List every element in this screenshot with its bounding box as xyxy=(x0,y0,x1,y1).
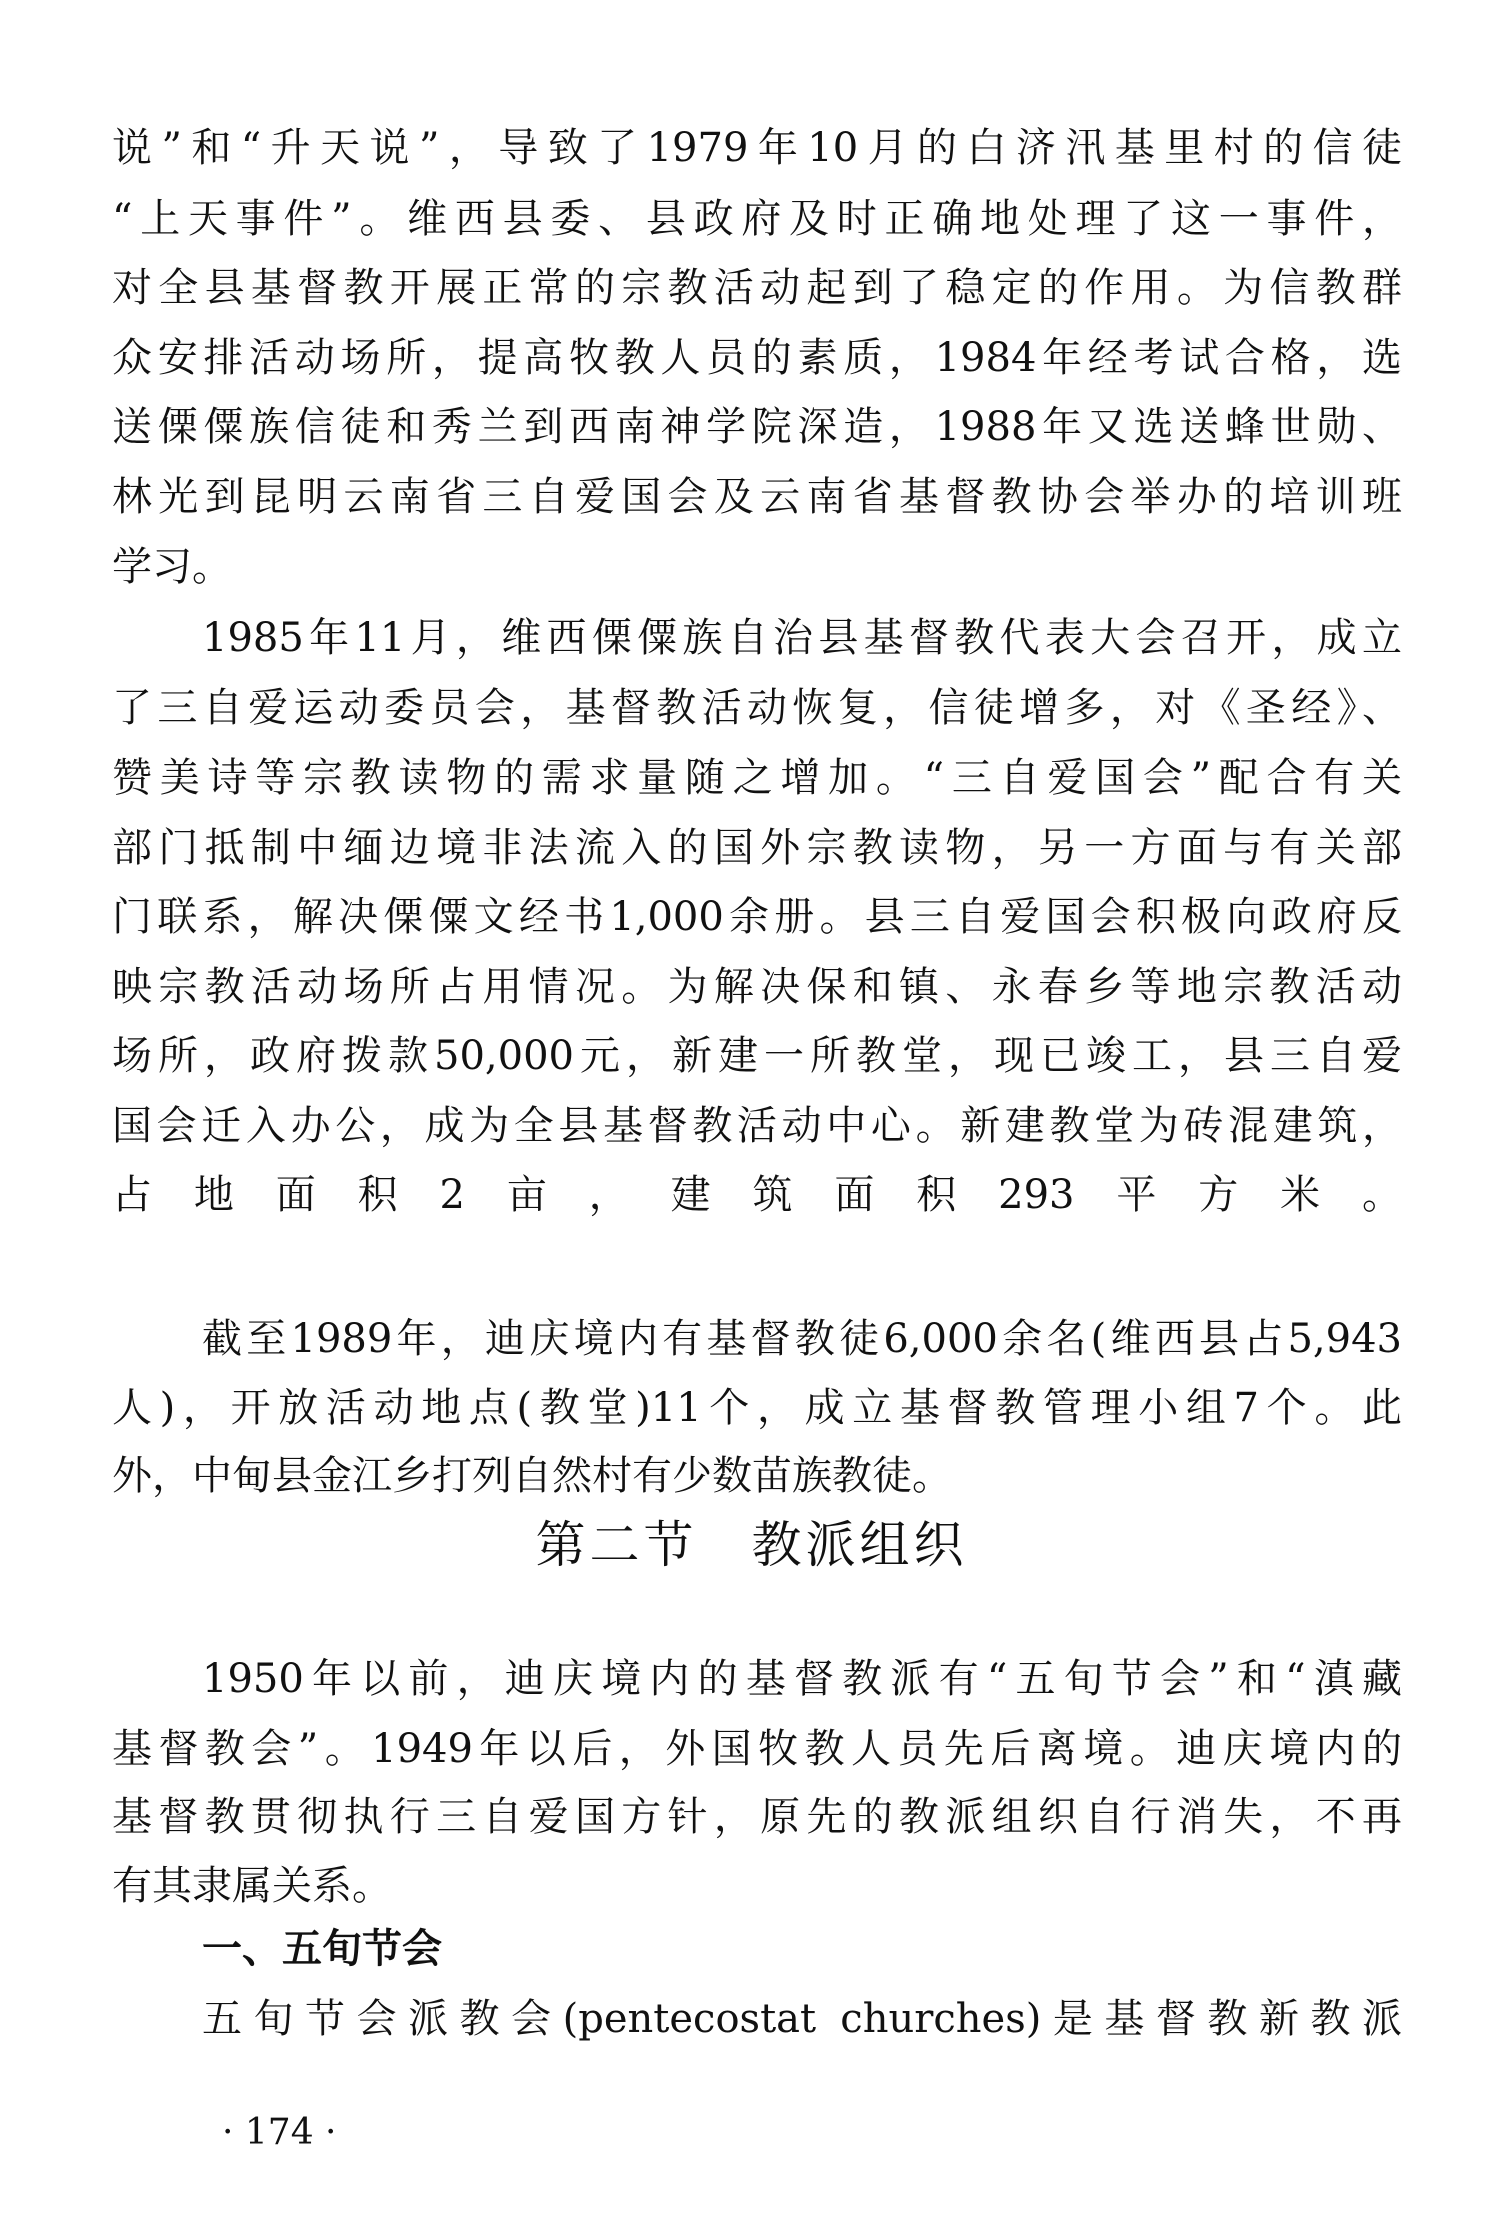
text-line: 场所，政府拨款50,000元，新建一所教堂，现已竣工，县三自爱 xyxy=(112,1033,1402,1079)
text-line: 五旬节会派教会(pentecostat churches)是基督教新教派 xyxy=(202,1996,1402,2042)
text-line: “上天事件”。维西县委、县政府及时正确地处理了这一事件， xyxy=(112,196,1402,242)
text-line: 基督教会”。1949年以后，外国牧教人员先后离境。迪庆境内的 xyxy=(112,1726,1402,1772)
text-line: 人)，开放活动地点(教堂)11个，成立基督教管理小组7个。此 xyxy=(112,1385,1402,1431)
sub-heading: 一、五旬节会 xyxy=(202,1926,442,1972)
text-line: 部门抵制中缅边境非法流入的国外宗教读物，另一方面与有关部 xyxy=(112,825,1402,871)
text-line: 1985年11月，维西傈僳族自治县基督教代表大会召开，成立 xyxy=(202,615,1402,661)
page-number: · 174 · xyxy=(222,2112,337,2153)
text-line: 门联系，解决傈僳文经书1,000余册。县三自爱国会积极向政府反 xyxy=(112,894,1402,940)
text-line: 了三自爱运动委员会，基督教活动恢复，信徒增多，对《圣经》、 xyxy=(112,685,1402,731)
text-line: 说”和“升天说”，导致了1979年10月的白济汛基里村的信徒 xyxy=(112,125,1402,171)
text-line: 对全县基督教开展正常的宗教活动起到了稳定的作用。为信教群 xyxy=(112,265,1402,311)
text-line: 占地面积2亩，建筑面积293平方米。 xyxy=(112,1172,1402,1218)
text-line: 赞美诗等宗教读物的需求量随之增加。“三自爱国会”配合有关 xyxy=(112,755,1402,801)
text-line: 林光到昆明云南省三自爱国会及云南省基督教协会举办的培训班 xyxy=(112,474,1402,520)
text-line: 映宗教活动场所占用情况。为解决保和镇、永春乡等地宗教活动 xyxy=(112,964,1402,1010)
text-line: 有其隶属关系。 xyxy=(112,1863,392,1909)
text-line: 送傈僳族信徒和秀兰到西南神学院深造，1988年又选送蜂世勋、 xyxy=(112,404,1402,450)
text-line: 学习。 xyxy=(112,544,232,590)
text-line: 1950年以前，迪庆境内的基督教派有“五旬节会”和“滇藏 xyxy=(202,1656,1402,1702)
text-line: 基督教贯彻执行三自爱国方针，原先的教派组织自行消失，不再 xyxy=(112,1794,1402,1840)
text-line: 众安排活动场所，提高牧教人员的素质，1984年经考试合格，选 xyxy=(112,335,1402,381)
section-title: 第二节 教派组织 xyxy=(535,1516,968,1574)
text-line: 国会迁入办公，成为全县基督教活动中心。新建教堂为砖混建筑， xyxy=(112,1103,1402,1149)
text-line: 外，中甸县金江乡打列自然村有少数苗族教徒。 xyxy=(112,1453,952,1499)
text-line: 截至1989年，迪庆境内有基督教徒6,000余名(维西县占5,943 xyxy=(202,1316,1402,1362)
